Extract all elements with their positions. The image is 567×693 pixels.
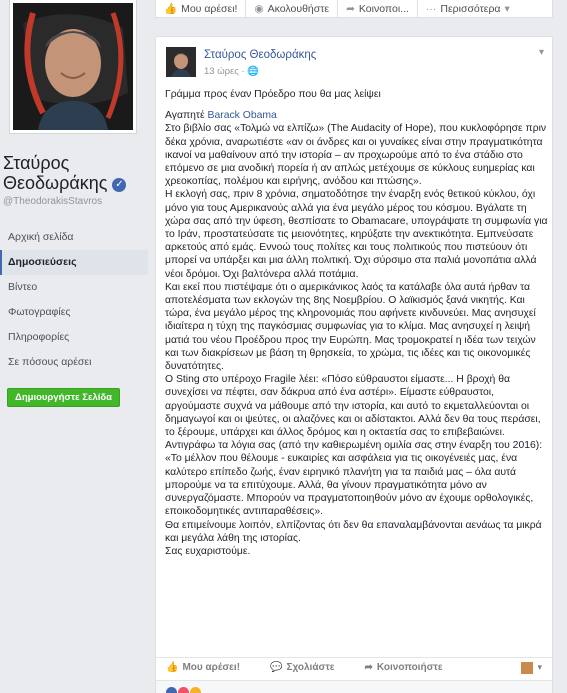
page-nav <box>0 225 148 375</box>
nav-item-posts[interactable]: Δημοσιεύσεις <box>0 250 148 275</box>
post-paragraph: Και εκεί που πιστέψαμε ότι ο αμερικάνικος λαός τα κατάλαβε όλα αυτά ήρθαν τα αποτελέσματα των εκλογών της 8ης Νοεμβρίου. Ο λαϊκισμός ξανά νικητής. Και τώρα, ένα μεγάλο μέρος της κληρονομιάς που αφήνετε κινδυνεύει. Μας ανησυχεί ιδιαίτερα η τύχη της παγκόσμιας συμφωνίας για το κλίμα. Μας ανησυχεί η λειψή ματιά του νέου Προέδρου προς την Ευρώπη. Μας τρομοκρατεί η ιδέα των τειχών και των διακρίσεων με βάση τη θρησκεία, το χρώμα, τις ιδέες και τις οικονομικές δυνατότητες. <box>165 281 536 373</box>
more-dots-icon: ··· <box>425 3 437 15</box>
reactions-strip <box>156 680 552 693</box>
thumbs-up-icon: 👍 <box>164 3 178 15</box>
page-name-line2: Θεοδωράκης <box>3 173 108 193</box>
post-share-button[interactable]: ➦ Κοινοποιήστε <box>364 662 443 673</box>
post-as-selector[interactable] <box>521 662 542 674</box>
post-closing: Σας ευχαριστούμε. <box>165 545 251 557</box>
post-actions <box>156 657 552 677</box>
create-page-button[interactable]: Δημιουργήστε Σελίδα <box>7 388 120 407</box>
profile-picture[interactable] <box>10 0 136 133</box>
post-paragraph: Ο Sting στο υπέροχο Fragile λέει: «Πόσο εύθραυστοι είμαστε... Η βροχή θα συνεχίσει να πέφτει, σαν δάκρυα από ένα αστέρι». Είμαστε εύθραυστοι, αργούμαστε συχνά να μάθουμε από την ιστορία, και αυτό το εκμεταλλεύονται οι δημαγωγοί και οι ψεύτες, οι αλαζόνες και οι αδίστακτοι. Αλλά δεν θα τους περάσει, το ξέρουμε, υπάρχει και άλλος δρόμος και η οκταετία σας το επιβεβαιώνει. <box>165 374 541 439</box>
post-card <box>155 36 553 693</box>
page-share-button[interactable]: ➦ Κοινοποι... <box>338 0 418 18</box>
post-comment-button[interactable]: 💬 Σχολιάστε <box>270 662 335 673</box>
nav-item-photos[interactable]: Φωτογραφίες <box>8 306 71 318</box>
page-handle[interactable]: @TheodorakisStavros <box>3 196 103 207</box>
love-reaction-icon <box>178 687 189 693</box>
nav-item-about[interactable]: Πληροφορίες <box>8 331 70 343</box>
post-body <box>165 88 550 558</box>
share-arrow-icon: ➦ <box>364 662 373 673</box>
chevron-down-icon: ▾ <box>504 3 510 15</box>
post-meta: 13 ώρες · 🌐 <box>204 66 260 77</box>
comment-icon: 💬 <box>270 662 283 673</box>
rss-icon: ◉ <box>254 3 264 15</box>
author-avatar[interactable] <box>166 47 196 77</box>
post-paragraph: Στο βιβλίο σας «Τολμώ να ελπίζω» (The Audacity of Hope), που κυκλοφόρησε πριν δέκα χρόνια, αναρωτιέστε «αν οι άνδρες και οι γυναίκες είναι στην πραγματικότητα ικανοί να μαθαίνουν από την ιστορία – αν προχωρούμε από το ένα στάδιο στο επόμενο σε μια ανοδική πορεία ή αν απλώς μετέχουμε σε κύκλους ευημερίας και χρεοκοπίας, πολέμου και ειρήνης, ανόδου και πτώσης». <box>165 123 547 188</box>
post-paragraph: Θα επιμείνουμε λοιπόν, ελπίζοντας ότι δεν θα επαναλαμβάνονται αενάως τα μικρά και μεγάλα λάθη της ιστορίας. <box>165 519 542 544</box>
viewer-avatar <box>521 662 533 674</box>
globe-icon: 🌐 <box>247 66 260 77</box>
post-paragraph: Η εκλογή σας, πριν 8 χρόνια, σηματοδότησε την έναρξη ενός θετικού κύκλου, όχι μόνο για τους Αμερικανούς αλλά για ένα μεγάλο μέρος του κόσμου. Βγάλατε τη χώρα σας από την ύφεση, θεσπίσατε το Obamacare, υπογράψατε τη συμφωνία για το Ιράν, προστατεύσατε τις μειονότητες, κηρύξατε την ανεκτικότητα. Εμπνεύσατε αρκετούς από εμάς. Εννοώ τους πολίτες και τους πολιτικούς που πιστεύουν ότι μπορεί να υπάρξει και μια άλλη πολιτική. Όχι σύρσιμο στα παλιά μονοπάτια αλλά νέοι δρόμοι. Όχι βαλτόνερα αλλά ποτάμια. <box>165 189 548 280</box>
post-time[interactable]: 13 ώρες <box>204 66 239 77</box>
thumbs-up-icon: 👍 <box>166 662 179 673</box>
like-reaction-icon <box>166 687 177 693</box>
page-name[interactable] <box>3 153 126 193</box>
chevron-down-icon: ▾ <box>537 662 542 672</box>
nav-item-home[interactable]: Αρχική σελίδα <box>8 231 74 243</box>
nav-item-likes[interactable]: Σε πόσους αρέσει <box>8 356 92 368</box>
post-paragraph: Αντιγράφω τα λόγια σας (από την καθιερωμένη ομιλία σας στην έναρξη του 2016): «Το μέλλον που θέλουμε - ευκαιρίες και ασφάλεια για τις οικογένειές μας, ένα καλύτερο επίπεδο ζωής, έναν ειρηνικό πλανήτη για τα παιδιά μας – όλα αυτά μπορούμε να τα επιτύχουμε. Αλλά, θα γίνουν πραγματικότητα μόνο αν συνεργαζόμαστε. Μπορούν να πραγματοποιηθούν μόνο αν έχουμε ορθολογικές, εποικοδομητικές αντιπαραθέσεις». <box>165 440 543 518</box>
sad-reaction-icon <box>190 687 201 693</box>
page-follow-button[interactable]: ◉ Ακολουθήστε <box>246 0 338 18</box>
page-action-bar <box>155 0 553 18</box>
post-options-chevron-icon[interactable]: ▾ <box>538 47 544 58</box>
nav-item-videos[interactable]: Βίντεο <box>8 281 38 293</box>
share-arrow-icon: ➦ <box>346 3 355 15</box>
page-like-button[interactable]: 👍 Μου αρέσει! <box>156 0 246 18</box>
page-name-line1: Σταύρος <box>3 153 70 173</box>
verified-badge-icon: ✓ <box>112 178 126 192</box>
post-author[interactable]: Σταύρος Θεοδωράκης <box>204 49 317 61</box>
mention-link[interactable]: Barack Obama <box>207 110 277 122</box>
page-more-button[interactable]: ··· Περισσότερα ▾ <box>425 3 510 15</box>
post-title: Γράμμα προς έναν Πρόεδρο που θα μας λείψει <box>165 89 381 100</box>
post-greeting: Αγαπητέ Barack Obama <box>165 110 277 122</box>
reaction-icons[interactable] <box>166 687 201 693</box>
post-like-button[interactable]: 👍 Μου αρέσει! <box>166 662 241 673</box>
